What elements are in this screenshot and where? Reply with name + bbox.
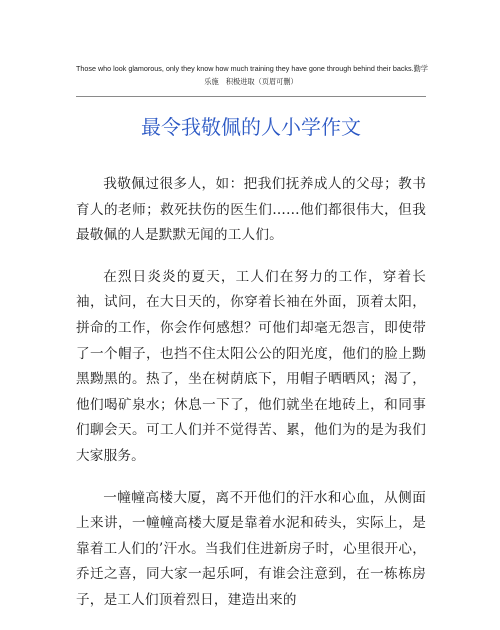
paragraph-2: 在烈日炎炎的夏天，工人们在努力的工作，穿着长袖，试问，在大日天的，你穿着长袖在外面，顶着太阳，拼命的工作，你会作何感想？可他们却毫无怨言，即使带了一个帽子，也挡不住太阳公公的阳光度，他们的脸上黝黑黝黑的。热了，坐在树荫底下，用帽子晒晒风；渴了，他们喝矿泉水；休息一下了，他们就坐在地砖上，和同事们聊会天。可工人们并不觉得苦、累，他们为的是为我们大家服务。	[76, 268, 426, 464]
paragraph-1: 我敬佩过很多人，如：把我们抚养成人的父母；教书育人的老师；救死扶伤的医生们……他们都很伟大，但我最敬佩的人是默默无闻的工人们。	[76, 176, 426, 244]
header-divider	[76, 96, 426, 97]
page-header	[76, 62, 426, 88]
header-tagline-continued: 乐施 积极进取（页眉可删）	[204, 77, 298, 86]
document-title: 最令我敬佩的人小学作文	[141, 115, 361, 139]
header-tagline: Those who look glamorous, only they know how much training they have gone through behind their backs.勤学	[76, 64, 428, 73]
paragraph-3: 一幢幢高楼大厦，离不开他们的汗水和心血，从侧面上来讲，一幢幢高楼大厦是靠着水泥和砖头，实际上，是靠着工人们的’汗水。当我们住进新房子时，心里很开心，乔迁之喜，同大家一起乐呵，有谁会注意到，在一栋栋房子，是工人们顶着烈日，建造出来的	[76, 489, 426, 608]
document-body	[76, 172, 426, 630]
